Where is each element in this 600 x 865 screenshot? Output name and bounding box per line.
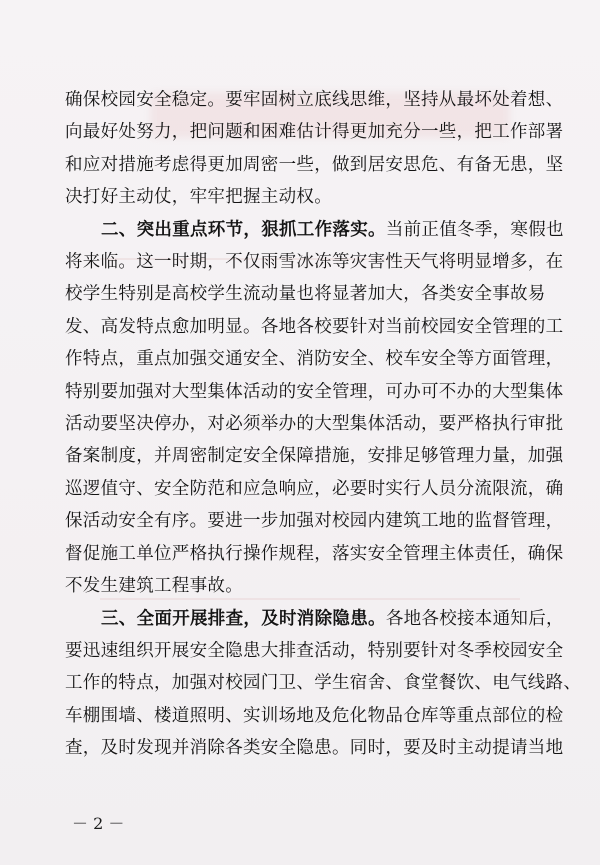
paragraph-2-line: 督促施工单位严格执行操作规程，落实安全管理主体责任，确保: [65, 543, 564, 564]
document-body: [65, 84, 582, 765]
paragraph-2-line: 保活动安全有序。要进一步加强对校园内建筑工地的监督管理，: [65, 511, 564, 532]
paragraph-2-line: 校学生特别是高校学生流动量也将显著加大，各类安全事故易: [65, 284, 546, 305]
paragraph-1-line: 和应对措施考虑得更加周密一些，做到居安思危、有备无患，坚: [65, 154, 564, 175]
paragraph-2-line: 不发生建筑工程事故。: [65, 576, 243, 597]
paragraph-1-line: 确保校园安全稳定。要牢固树立底线思维，坚持从最坏处着想、: [65, 90, 564, 110]
section-heading-2: 二、突出重点环节，狠抓工作落实。: [101, 219, 386, 240]
paragraph-2-line: 作特点，重点加强交通安全、消防安全、校车安全等方面管理，: [65, 349, 564, 370]
paragraph-2-line: 将来临。这一时期，不仅雨雪冰冻等灾害性天气将明显增多，在: [65, 252, 564, 273]
paragraph-1-line: 向最好处努力，把问题和困难估计得更加充分一些，把工作部署: [65, 122, 564, 143]
paragraph-2-line: 发、高发特点愈加明显。各地各校要针对当前校园安全管理的工: [65, 316, 564, 337]
paragraph-2-line: 活动要坚决停办，对必须举办的大型集体活动，要严格执行审批: [65, 414, 564, 435]
paragraph-3-first-line: [65, 603, 564, 635]
page-number: － 2 －: [72, 814, 125, 833]
paragraph-3-line: 要迅速组织开展安全隐患大排查活动，特别要针对冬季校园安全: [65, 640, 564, 661]
paragraph-2-first-line: [65, 214, 564, 246]
section-heading-3: 三、全面开展排查，及时消除隐患。: [101, 608, 386, 629]
paragraph-2-first-line-text: 当前正值冬季，寒假也: [385, 219, 564, 240]
paragraph-2-line: 巡逻值守、安全防范和应急响应，必要时实行人员分流限流，确: [65, 478, 564, 499]
paragraph-1-line: 决打好主动仗，牢牢把握主动权。: [65, 187, 332, 208]
paragraph-3-first-line-text: 各地各校接本通知后，: [385, 608, 564, 629]
paragraph-2-line: 备案制度，并周密制定安全保障措施，安排足够管理力量，加强: [65, 446, 564, 467]
paragraph-3-line: 工作的特点，加强对校园门卫、学生宿舍、食堂餐饮、电气线路、: [65, 673, 582, 694]
paragraph-3-line: 查，及时发现并消除各类安全隐患。同时，要及时主动提请当地: [65, 738, 564, 759]
paragraph-2-line: 特别要加强对大型集体活动的安全管理，可办可不办的大型集体: [65, 381, 564, 402]
paragraph-3-line: 车棚围墙、楼道照明、实训场地及危化物品仓库等重点部位的检: [65, 705, 564, 726]
